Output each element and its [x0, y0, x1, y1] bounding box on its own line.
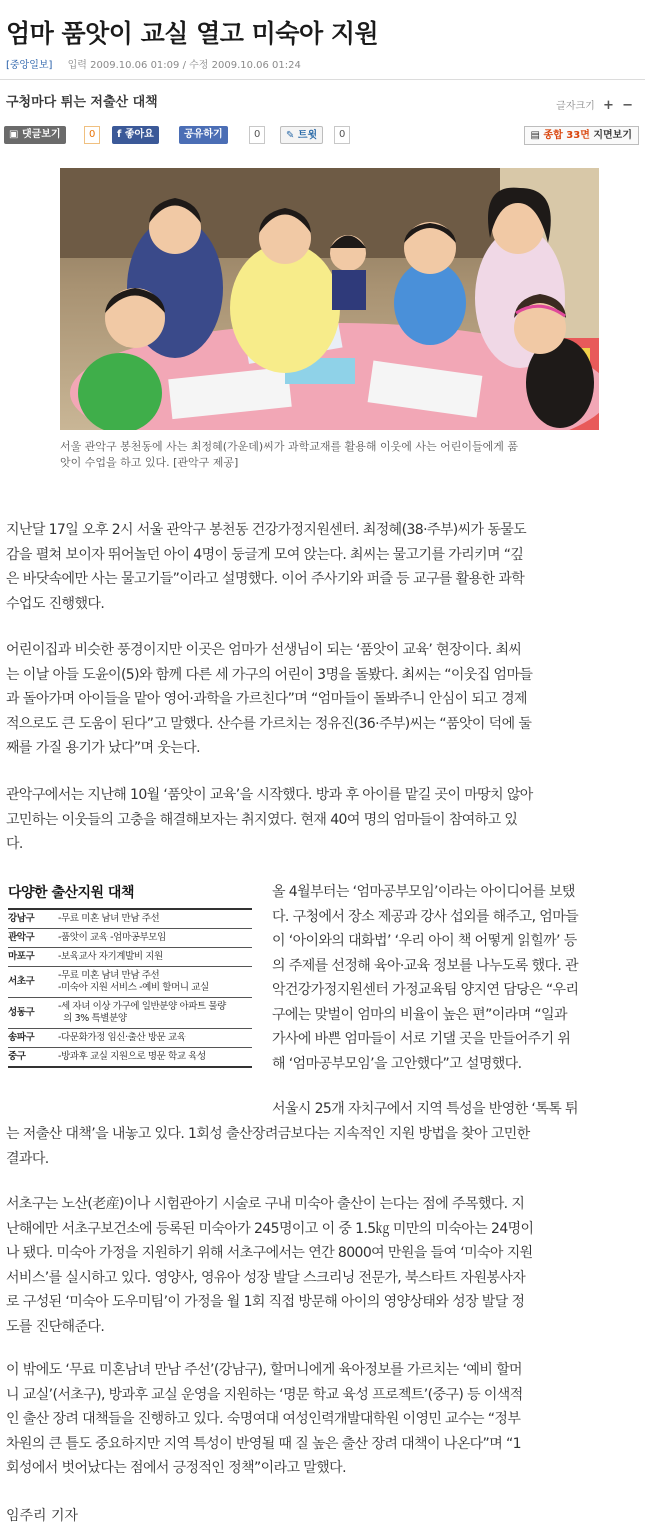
header-divider	[0, 79, 645, 80]
page-section: 종합	[543, 130, 563, 141]
font-size-control	[556, 97, 633, 112]
district-policy: -세 자녀 이상 가구에 일반분양 아파트 물량 의 3% 특별분양	[58, 998, 252, 1029]
table-row	[8, 967, 252, 998]
newspaper-icon: ▤	[530, 130, 544, 141]
district-policy: -보육교사 자기계발비 지원	[58, 948, 252, 967]
paragraph-line: 서울시 25개 자치구에서 지역 특성을 반영한 ‘톡톡 튀	[272, 1101, 578, 1117]
district-name: 중구	[8, 1048, 58, 1068]
comment-view-button[interactable]: ▣ 댓글보기	[4, 126, 66, 144]
paragraph: 서초구는 노산(老産)이나 시험관아기 시술로 구내 미숙아 출산이 는다는 점에 주목했다. 지 난해에만 서초구보건소에 등록된 미숙아가 245명이고 이 중 1.5㎏ 미만의 미숙아는 24명이 나 됐다. 미숙아 가정을 지원하기 위해 서초구에서는 연간 8000여 만원을 들여 ‘미숙아 지원 서비스’를 실시하고 있다. 영양사, 영유아 성장 발달 스크리닝 전문가, 북스타트 자원봉사자 로 구성된 ‘미숙아 도우미팀’이 가정을 월 1회 직접 방문해 아이의 영양상태와 성장 발달 정 도를 진단해준다.	[6, 1196, 534, 1335]
timestamp: 입력 2009.10.06 01:09 / 수정 2009.10.06 01:24	[67, 60, 301, 71]
district-policy: -품앗이 교육 -엄마공부모임	[58, 929, 252, 948]
paragraph: 는 저출산 대책’을 내놓고 있다. 1회성 출산장려금보다는 지속적인 지원 방법을 찾아 고민한 결과다.	[6, 1126, 530, 1167]
district-policy: -방과후 교실 지원으로 명문 학교 육성	[58, 1048, 252, 1068]
paragraph: 관악구에서는 지난해 10월 ‘품앗이 교육’을 시작했다. 방과 후 아이를 맡길 곳이 마땅치 않아 고민하는 이웃들의 고충을 해결해보자는 취지였다. 현재 40여 명의 엄마들이 참여하고 있 다.	[6, 787, 533, 852]
page-number: 33면	[566, 130, 590, 141]
policy-sidebox	[8, 882, 252, 1068]
district-policy: -무료 미혼 남녀 만남 주선 -미숙아 지원 서비스 -예비 할머니 교실	[58, 967, 252, 998]
article-subhead: 구청마다 튀는 저출산 대책	[6, 95, 158, 110]
paragraph: 이 밖에도 ‘무료 미혼남녀 만남 주선’(강남구), 할머니에게 육아정보를 가르치는 ‘예비 할머 니 교실’(서초구), 방과후 교실 운영을 지원하는 ‘명문 학교 육성 프로젝트’(중구) 등 이색적 인 출산 장려 대책들을 진행하고 있다. 숙명여대 여성인력개발대학원 이영민 교수는 “정부 차원의 큰 틀도 중요하지만 지역 특성이 반영될 때 질 높은 출산 장려 대책이 나온다”며 “1 회성에서 벗어났다는 점에서 긍정적인 정책”이라고 말했다.	[6, 1362, 523, 1476]
district-name: 강남구	[8, 909, 58, 929]
classroom-illustration	[60, 168, 599, 430]
article-headline: 엄마 품앗이 교실 열고 미숙아 지원	[6, 19, 379, 48]
share-button[interactable]: 공유하기	[179, 126, 228, 144]
table-row	[8, 929, 252, 948]
comment-count: 0	[84, 126, 100, 144]
article-photo[interactable]	[60, 168, 599, 430]
paragraph: 어린이집과 비슷한 풍경이지만 이곳은 엄마가 선생님이 되는 ‘품앗이 교육’ 현장이다. 최씨 는 이날 아들 도윤이(5)와 함께 다른 세 가구의 어린이 3명을 돌봤다. 최씨는 “이웃집 엄마들 과 돌아가며 아이들을 맡아 영어·과학을 가르친다”며 “엄마들이 돌봐주니 안심이 되고 경제 적으로도 큰 도움이 된다”고 말했다. 산수를 가르치는 정유진(36·주부)씨는 “품앗이 덕에 둘 째를 가질 용기가 났다”며 웃는다.	[6, 642, 533, 756]
font-size-label: 글자크기	[556, 101, 595, 112]
paragraph: 올 4월부터는 ‘엄마공부모임’이라는 아이디어를 보탰 다. 구청에서 장소 제공과 강사 섭외를 해주고, 엄마들 이 ‘아이와의 대화법’ ‘우리 아이 책 어떻게 읽힐까’ 등 의 주제를 선정해 육아·교육 정보를 나누도록 했다. 관 악건강가정지원센터 가정교육팀 양지연 담당은 “우리 구에는 맞벌이 엄마의 비율이 높은 편”이라며 “일과 가사에 바쁜 엄마들이 서로 기댈 곳을 만들어주기 위 해 ‘엄마공부모임’을 고안했다”고 설명했다.	[272, 884, 579, 1072]
district-name: 관악구	[8, 929, 58, 948]
page-view-label: 지면보기	[593, 130, 632, 141]
policy-table	[8, 908, 252, 1068]
tweet-button[interactable]: ✎ 트윗	[280, 126, 323, 144]
byline: 임주리 기자	[6, 1508, 79, 1524]
district-name: 마포구	[8, 948, 58, 967]
sidebox-title: 다양한 출산지원 대책	[8, 885, 134, 901]
tweet-count: 0	[334, 126, 350, 144]
font-increase-button[interactable]: +	[603, 98, 614, 113]
table-row	[8, 1048, 252, 1068]
article-meta	[6, 56, 301, 71]
table-row	[8, 909, 252, 929]
font-decrease-button[interactable]: −	[622, 98, 633, 113]
comment-icon: ▣	[9, 129, 22, 140]
table-row	[8, 948, 252, 967]
district-policy: -무료 미혼 남녀 만남 주선	[58, 909, 252, 929]
facebook-like-button[interactable]: f 좋아요	[112, 126, 159, 144]
district-name: 성동구	[8, 998, 58, 1029]
paragraph: 지난달 17일 오후 2시 서울 관악구 봉천동 건강가정지원센터. 최정혜(38·주부)씨가 동물도 감을 펼쳐 보이자 뛰어놀던 아이 4명이 둥글게 모여 앉는다. 최씨는 물고기를 가리키며 “깊 은 바닷속에만 사는 물고기들”이라고 설명했다. 이어 주사기와 퍼즐 등 교구를 활용한 과학 수업도 진행했다.	[6, 522, 527, 612]
share-count: 0	[249, 126, 265, 144]
district-name: 서초구	[8, 967, 58, 998]
facebook-icon: f	[117, 129, 125, 140]
source-link[interactable]: [중앙일보]	[6, 60, 53, 71]
district-policy: -다문화가정 임신·출산 방문 교육	[58, 1029, 252, 1048]
district-name: 송파구	[8, 1029, 58, 1048]
page-view-button[interactable]	[524, 126, 639, 145]
photo-caption: 서울 관악구 봉천동에 사는 최정혜(가운데)씨가 과학교재를 활용해 이웃에 사는 어린이들에게 품 앗이 수업을 하고 있다. [관악구 제공]	[60, 440, 518, 469]
table-row	[8, 1029, 252, 1048]
table-row	[8, 998, 252, 1029]
share-toolbar	[4, 126, 645, 146]
twitter-icon: ✎	[286, 130, 298, 141]
